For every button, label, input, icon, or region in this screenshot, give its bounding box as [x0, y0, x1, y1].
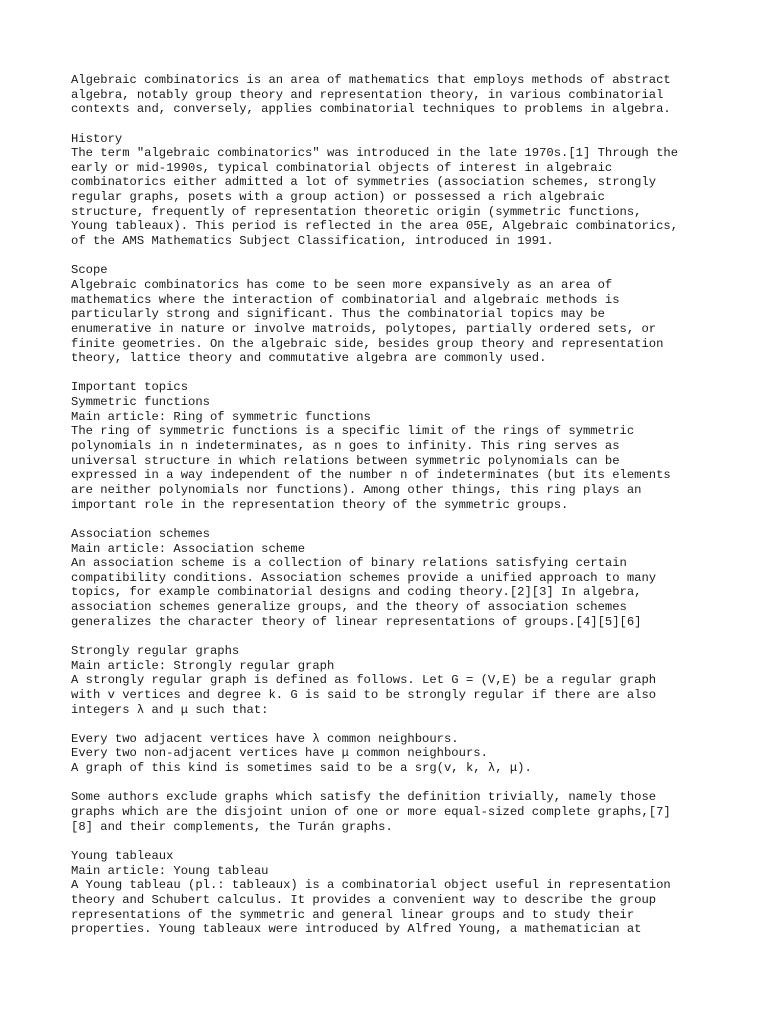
text-line: are neither polynomials nor functions). Among other things, this ring plays an — [71, 482, 642, 497]
text-line: particularly strong and significant. Thus the combinatorial topics may be — [71, 307, 605, 322]
blank-line — [71, 512, 731, 527]
text-line: Every two adjacent vertices have λ common neighbours. — [71, 731, 459, 746]
text-line: Every two non-adjacent vertices have μ common neighbours. — [71, 746, 488, 761]
text-line: theory and Schubert calculus. It provides a convenient way to describe the group — [71, 892, 657, 907]
text-line: polynomials in n indeterminates, as n goes to infinity. This ring serves as — [71, 439, 620, 454]
text-line: Scope — [71, 263, 108, 278]
text-line: Important topics — [71, 380, 189, 395]
text-line: expressed in a way independent of the number n of indeterminates (but its elements — [71, 468, 671, 483]
text-line: association schemes generalize groups, and the theory of association schemes — [71, 600, 627, 615]
text-line: Association schemes — [71, 526, 210, 541]
text-line: algebra, notably group theory and representation theory, in various combinatorial — [71, 87, 664, 102]
text-line: integers λ and μ such that: — [71, 702, 269, 717]
blank-line — [71, 629, 731, 644]
text-line: graphs which are the disjoint union of one or more equal-sized complete graphs,[7] — [71, 805, 671, 820]
text-line: theory, lattice theory and commutative algebra are commonly used. — [71, 351, 547, 366]
text-line: Young tableaux). This period is reflected in the area 05E, Algebraic combinatorics, — [71, 219, 679, 234]
text-line: Symmetric functions — [71, 395, 210, 410]
text-line: structure, frequently of representation theoretic origin (symmetric functions, — [71, 204, 642, 219]
blank-line — [71, 776, 731, 791]
text-line: regular graphs, posets with a group action) or possessed a rich algebraic — [71, 190, 605, 205]
text-line: mathematics where the interaction of combinatorial and algebraic methods is — [71, 292, 620, 307]
text-line: compatibility conditions. Association schemes provide a unified approach to many — [71, 570, 657, 585]
text-line: properties. Young tableaux were introduced by Alfred Young, a mathematician at — [71, 922, 642, 937]
text-line: Young tableaux — [71, 848, 174, 863]
document-body — [71, 73, 731, 937]
text-line: Main article: Association scheme — [71, 541, 306, 556]
blank-line — [71, 717, 731, 732]
text-line: History — [71, 131, 123, 146]
text-line: early or mid-1990s, typical combinatorial objects of interest in algebraic — [71, 160, 613, 175]
text-line: of the AMS Mathematics Subject Classification, introduced in 1991. — [71, 234, 554, 249]
text-line: universal structure in which relations between symmetric polynomials can be — [71, 453, 620, 468]
text-line: Algebraic combinatorics has come to be seen more expansively as an area of — [71, 277, 613, 292]
blank-line — [71, 834, 731, 849]
text-line: Main article: Strongly regular graph — [71, 658, 335, 673]
text-line: with v vertices and degree k. G is said to be strongly regular if there are also — [71, 687, 657, 702]
text-line: representations of the symmetric and general linear groups and to study their — [71, 907, 635, 922]
text-line: enumerative in nature or involve matroids, polytopes, partially ordered sets, or — [71, 321, 657, 336]
text-line: A strongly regular graph is defined as follows. Let G = (V,E) be a regular graph — [71, 673, 657, 688]
text-line: combinatorics either admitted a lot of symmetries (association schemes, strongly — [71, 175, 657, 190]
text-line: The ring of symmetric functions is a specific limit of the rings of symmetric — [71, 424, 635, 439]
blank-line — [71, 366, 731, 381]
text-line: [8] and their complements, the Turán graphs. — [71, 819, 393, 834]
text-line: contexts and, conversely, applies combinatorial techniques to problems in algebra. — [71, 102, 671, 117]
text-line: topics, for example combinatorial designs and coding theory.[2][3] In algebra, — [71, 585, 642, 600]
text-line: finite geometries. On the algebraic side, besides group theory and representation — [71, 336, 664, 351]
text-line: Strongly regular graphs — [71, 643, 240, 658]
text-line: The term "algebraic combinatorics" was introduced in the late 1970s.[1] Through the — [71, 146, 679, 161]
text-line: Some authors exclude graphs which satisfy the definition trivially, namely those — [71, 790, 657, 805]
text-line: Algebraic combinatorics is an area of mathematics that employs methods of abstract — [71, 73, 671, 87]
text-line: An association scheme is a collection of binary relations satisfying certain — [71, 556, 627, 571]
text-line: Main article: Ring of symmetric functions — [71, 409, 371, 424]
text-line: generalizes the character theory of linear representations of groups.[4][5][6] — [71, 614, 642, 629]
blank-line — [71, 117, 731, 132]
blank-line — [71, 249, 731, 264]
text-line: A graph of this kind is sometimes said to be a srg(v, k, λ, μ). — [71, 761, 532, 776]
text-line: Main article: Young tableau — [71, 863, 269, 878]
text-line: important role in the representation theory of the symmetric groups. — [71, 497, 569, 512]
text-line: A Young tableau (pl.: tableaux) is a combinatorial object useful in representation — [71, 878, 671, 893]
